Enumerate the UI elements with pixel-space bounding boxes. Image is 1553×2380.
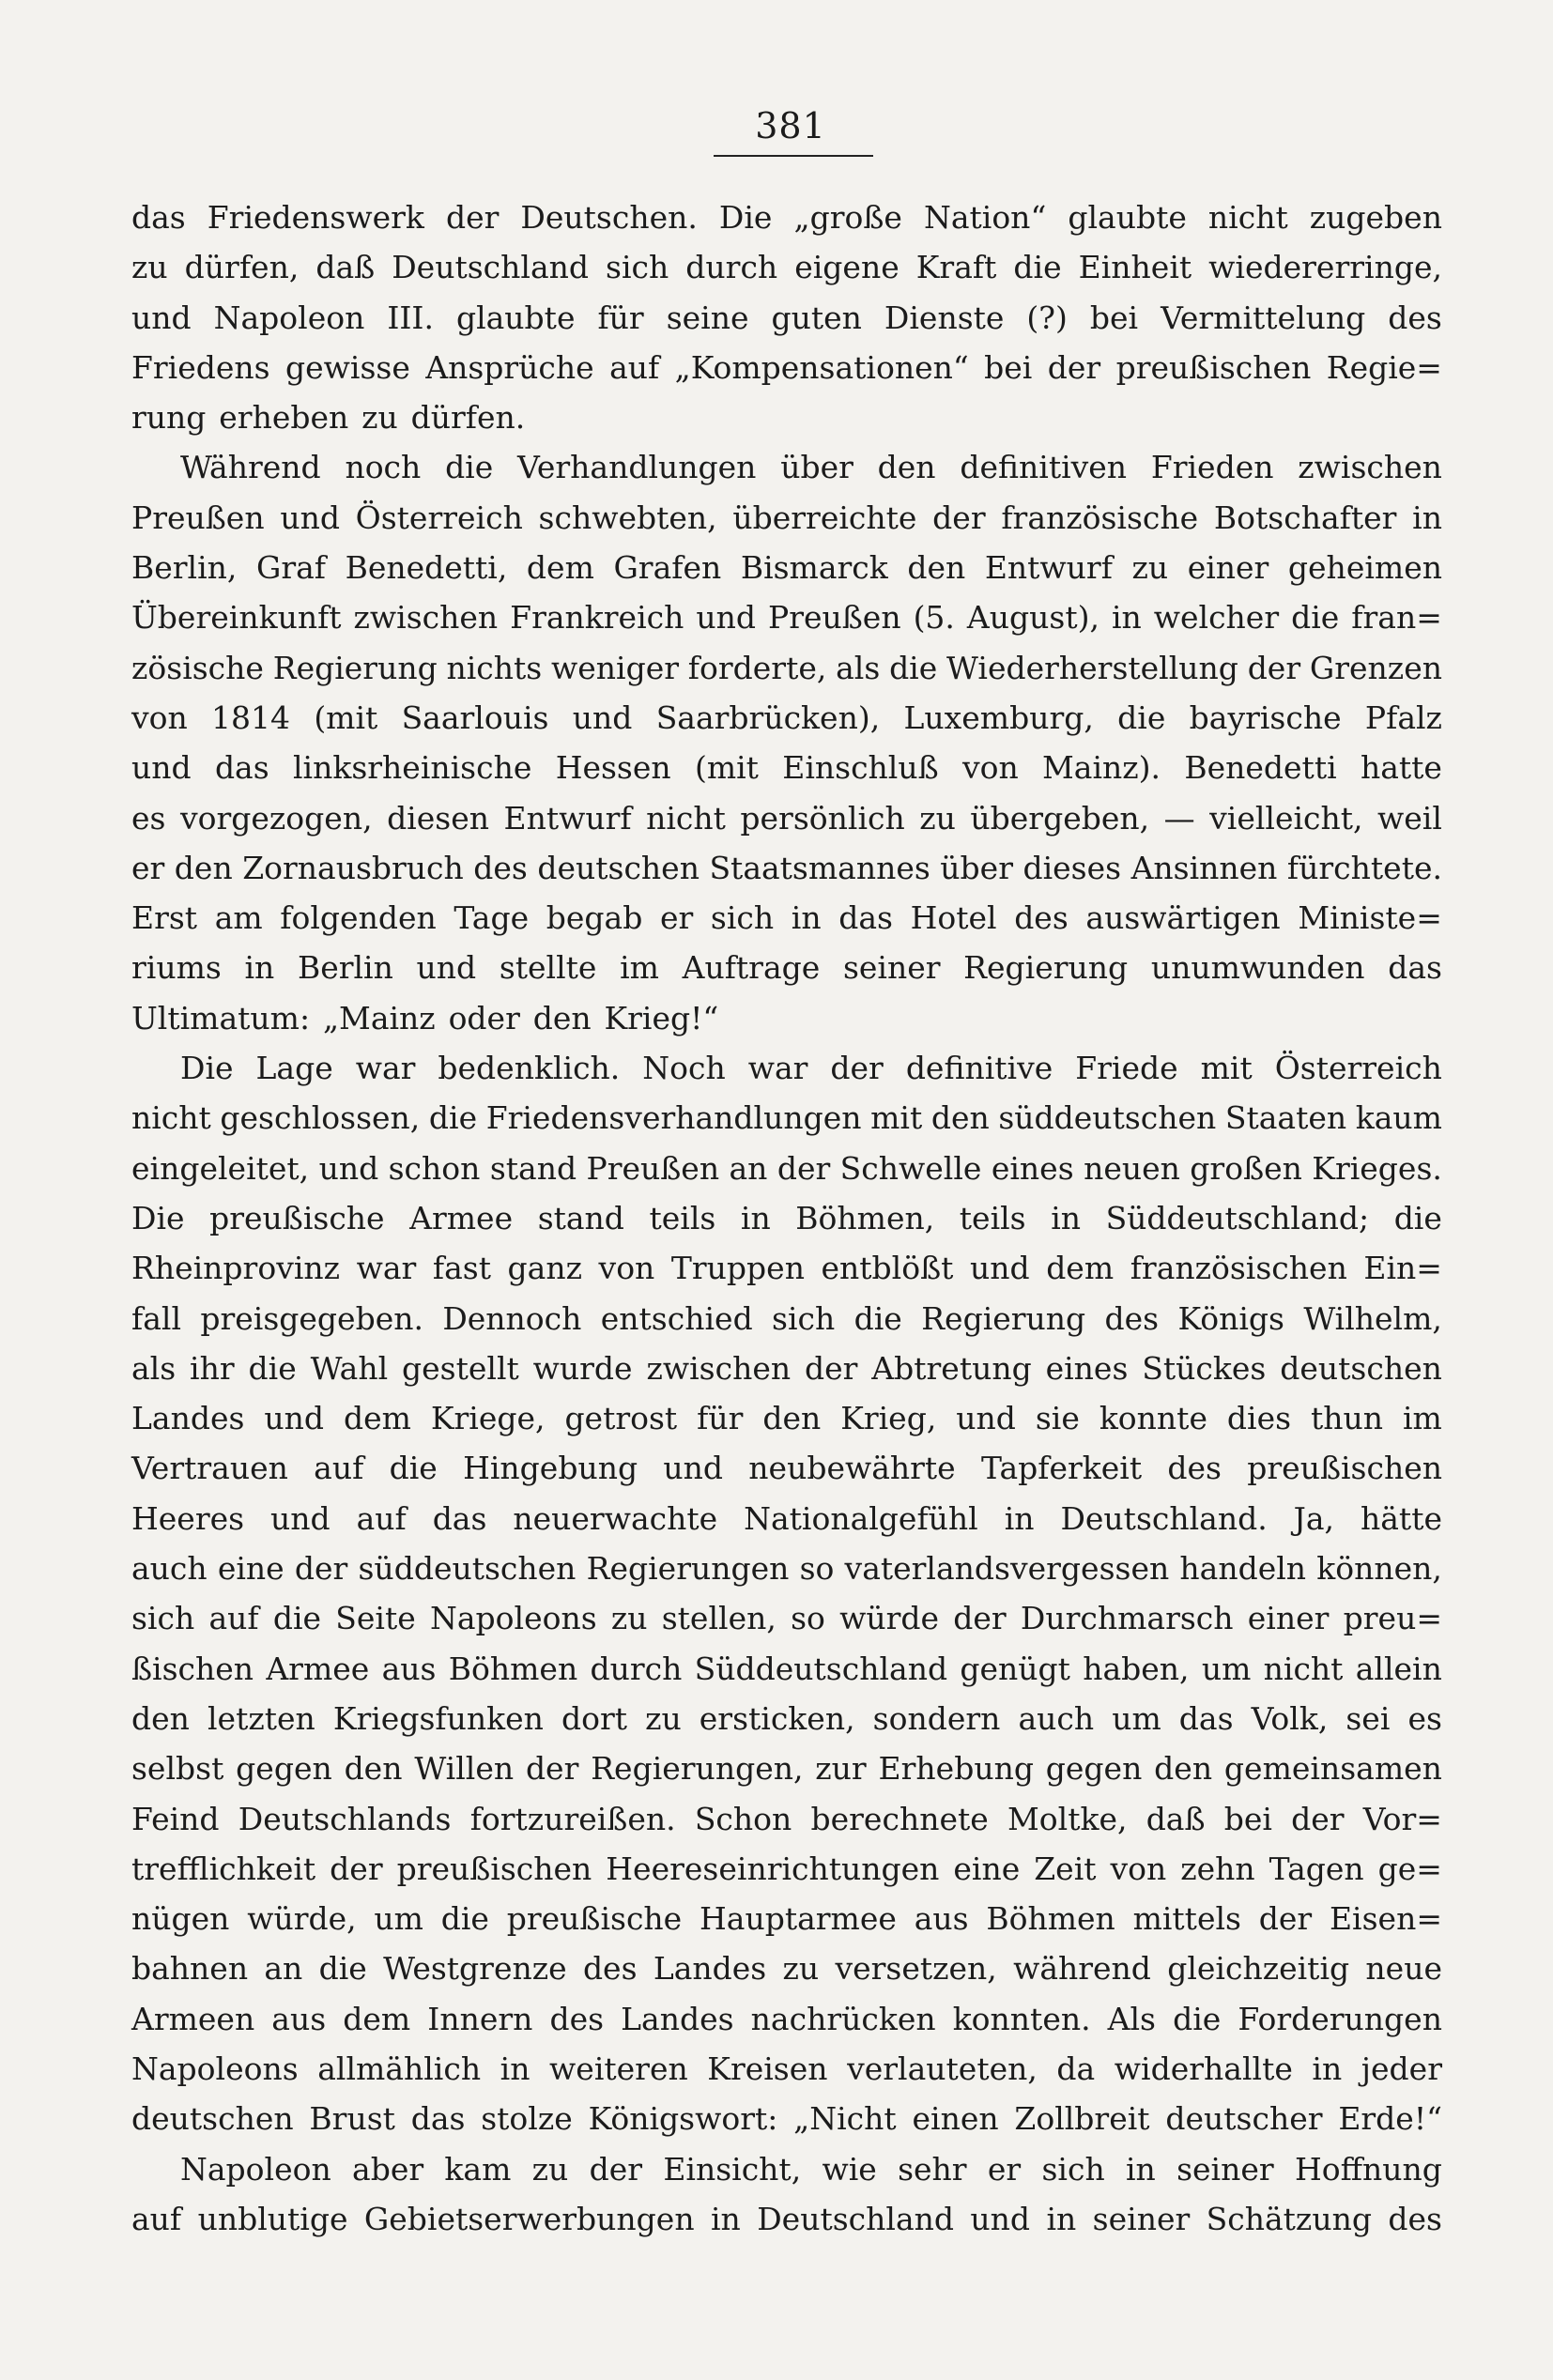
text-line: das Friedenswerk der Deutschen. Die „große Nation“ glaubte nicht zugeben (131, 199, 1442, 236)
text-line: nügen würde, um die preußische Hauptarmee aus Böhmen mittels der Eisen= (131, 1900, 1442, 1938)
text-line: es vorgezogen, diesen Entwurf nicht persönlich zu übergeben, — vielleicht, weil (131, 799, 1442, 837)
text-line: nicht geschlossen, die Friedensverhandlungen mit den süddeutschen Staaten kaum (131, 1099, 1442, 1137)
text-line: auch eine der süddeutschen Regierungen so vaterlandsvergessen handeln können, (131, 1550, 1442, 1588)
text-line: selbst gegen den Willen der Regierungen, zur Erhebung gegen den gemeinsamen (131, 1750, 1442, 1788)
text-line: Rheinprovinz war fast ganz von Truppen entblößt und dem französischen Ein= (131, 1250, 1442, 1287)
body-text (131, 192, 1442, 2244)
text-line: rung erheben zu dürfen. (131, 399, 526, 437)
text-line: Feind Deutschlands fortzureißen. Schon berechnete Moltke, daß bei der Vor= (131, 1800, 1442, 1837)
text-line: auf unblutige Gebietserwerbungen in Deutschland und in seiner Schätzung des (131, 2200, 1442, 2237)
text-line: Erst am folgenden Tage begab er sich in das Hotel des auswärtigen Ministe= (131, 899, 1442, 937)
text-line: Heeres und auf das neuerwachte Nationalgefühl in Deutschland. Ja, hätte (131, 1499, 1442, 1537)
text-line: sich auf die Seite Napoleons zu stellen, so würde der Durchmarsch einer preu= (131, 1600, 1442, 1637)
text-line: und das linksrheinische Hessen (mit Einschluß von Mainz). Benedetti hatte (131, 749, 1442, 787)
text-line: ßischen Armee aus Böhmen durch Süddeutschland genügt haben, um nicht allein (131, 1650, 1442, 1687)
text-line: den letzten Kriegsfunken dort zu ersticken, sondern auch um das Volk, sei es (131, 1699, 1442, 1737)
text-line: und Napoleon III. glaubte für seine guten Dienste (?) bei Vermittelung des (131, 299, 1442, 336)
text-line: Berlin, Graf Benedetti, dem Grafen Bismarck den Entwurf zu einer geheimen (131, 549, 1442, 587)
text-line: riums in Berlin und stellte im Auftrage seiner Regierung unumwunden das (131, 949, 1442, 987)
text-line: trefflichkeit der preußischen Heereseinrichtungen eine Zeit von zehn Tagen ge= (131, 1850, 1442, 1887)
text-line: zösische Regierung nichts weniger forderte, als die Wiederherstellung der Grenzen (131, 649, 1442, 686)
text-line: Die preußische Armee stand teils in Böhmen, teils in Süddeutschland; die (131, 1199, 1442, 1236)
text-line: zu dürfen, daß Deutschland sich durch eigene Kraft die Einheit wiedererringe, (131, 249, 1442, 286)
text-line: Vertrauen auf die Hingebung und neubewährte Tapferkeit des preußischen (131, 1450, 1442, 1487)
text-line: Übereinkunft zwischen Frankreich und Preußen (5. August), in welcher die fran= (131, 599, 1442, 637)
text-line: Napoleon aber kam zu der Einsicht, wie sehr er sich in seiner Hoffnung (180, 2150, 1442, 2188)
text-line: Preußen und Österreich schwebten, überreichte der französische Botschafter in (131, 499, 1442, 536)
text-line: fall preisgegeben. Dennoch entschied sich die Regierung des Königs Wilhelm, (131, 1299, 1442, 1337)
text-line: Landes und dem Kriege, getrost für den Krieg, und sie konnte dies thun im (131, 1400, 1442, 1437)
text-line: Napoleons allmählich in weiteren Kreisen verlauteten, da widerhallte in jeder (131, 2050, 1442, 2087)
page-number: 381 (755, 105, 826, 146)
header-rule (714, 155, 873, 157)
text-line: eingeleitet, und schon stand Preußen an der Schwelle eines neuen großen Krieges. (131, 1149, 1442, 1187)
text-line: Ultimatum: „Mainz oder den Krieg!“ (131, 999, 719, 1036)
text-line: Während noch die Verhandlungen über den definitiven Frieden zwischen (180, 449, 1442, 486)
text-line: Die Lage war bedenklich. Noch war der definitive Friede mit Österreich (180, 1050, 1442, 1087)
text-line: bahnen an die Westgrenze des Landes zu versetzen, während gleichzeitig neue (131, 1950, 1442, 1988)
text-line: Friedens gewisse Ansprüche auf „Kompensationen“ bei der preußischen Regie= (131, 348, 1442, 386)
text-line: deutschen Brust das stolze Königswort: „Nicht einen Zollbreit deutscher Erde!“ (131, 2100, 1442, 2138)
text-line: von 1814 (mit Saarlouis und Saarbrücken), Luxemburg, die bayrische Pfalz (131, 699, 1442, 736)
text-line: Armeen aus dem Innern des Landes nachrücken konnten. Als die Forderungen (131, 2000, 1442, 2037)
text-line: er den Zornausbruch des deutschen Staatsmannes über dieses Ansinnen fürchtete. (131, 849, 1442, 886)
text-line: als ihr die Wahl gestellt wurde zwischen der Abtretung eines Stückes deutschen (131, 1349, 1442, 1387)
